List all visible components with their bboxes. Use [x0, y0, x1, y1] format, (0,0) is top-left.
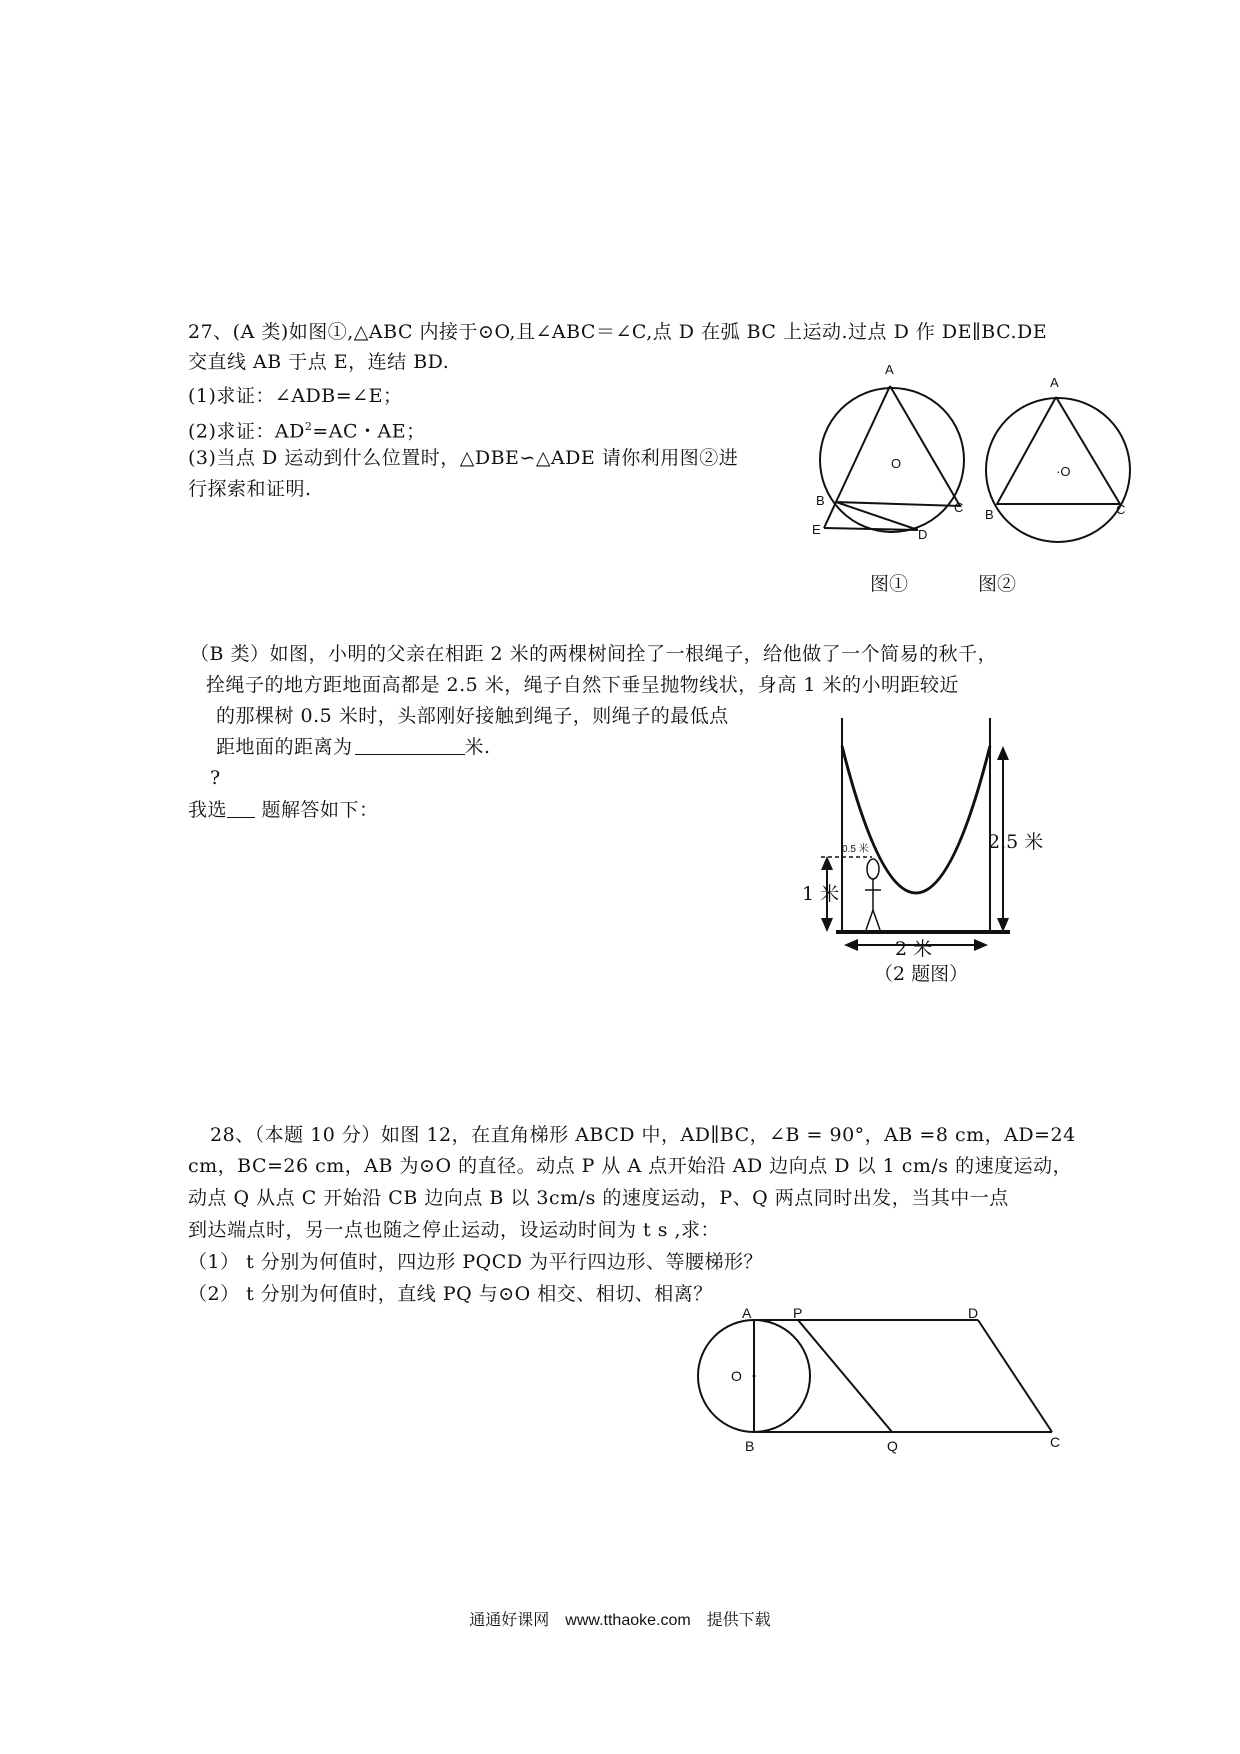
q28-part1: （1） t 分别为何值时，四边形 PQCD 为平行四边形、等腰梯形？ [188, 1251, 764, 1273]
trap-label-C: C [1050, 1434, 1061, 1450]
q27-line2: 交直线 AB 于点 E，连结 BD. [188, 351, 450, 373]
q28-line2: cm，BC=26 cm，AB 为⊙O 的直径。动点 P 从 A 点开始沿 AD 边向点 D 以 1 cm/s 的速度运动， [188, 1155, 1073, 1177]
fig2-caption: 图② [978, 573, 1017, 595]
fig1-label-E: E [812, 522, 821, 537]
label-width: 2 米 [895, 938, 933, 960]
qb-line2: 拴绳子的地方距地面高都是 2.5 米，绳子自然下垂呈抛物线状，身高 1 米的小明距较近 [206, 674, 959, 696]
label-child: 1 米 [802, 883, 840, 905]
page-footer: 通通好课网 www.tthaoke.com 提供下载 [469, 1612, 771, 1629]
fig1-label-O: O [891, 456, 902, 471]
trap-label-B: B [745, 1438, 755, 1454]
q28-part2: （2） t 分别为何值时，直线 PQ 与⊙O 相交、相切、相离？ [188, 1283, 713, 1305]
trap-label-P: P [793, 1305, 803, 1321]
fig1-label-C: C [954, 500, 964, 515]
fig2-label-B: B [985, 507, 994, 522]
swing-caption: （2 题图） [874, 963, 969, 985]
label-half: 0.5 米 [842, 844, 869, 855]
qb-line3: 的那棵树 0.5 米时，头部刚好接触到绳子，则绳子的最低点 [216, 705, 729, 727]
q28-line1: 28、（本题 10 分）如图 12，在直角梯形 ABCD 中，AD∥BC，∠B = 90°，AB =8 cm，AD=24 [210, 1124, 1076, 1146]
q27-part1: (1)求证：∠ADB=∠E； [188, 385, 403, 407]
q28-line3: 动点 Q 从点 C 开始沿 CB 边向点 B 以 3cm/s 的速度运动，P、Q 两点同时出发，当其中一点 [188, 1187, 1009, 1209]
label-height: 2.5 米 [988, 831, 1044, 853]
q27-part2-suffix: =AC・AE； [312, 420, 426, 443]
q28-line4: 到达端点时，另一点也随之停止运动，设运动时间为 t s ,求： [188, 1219, 721, 1241]
qb-choose-suffix: 题解答如下： [255, 799, 379, 821]
fig2-label-O: ·O [1056, 464, 1071, 479]
qb-line5: ? [210, 767, 221, 789]
q27-part3-line1: (3)当点 D 运动到什么位置时，△DBE∽△ADE 请你利用图②进 [188, 447, 739, 469]
trap-label-O: O [731, 1368, 742, 1384]
q27-part3-line2: 行探索和证明. [188, 478, 312, 500]
q27-line1: 27、(A 类)如图①,△ABC 内接于⊙O,且∠ABC＝∠C,点 D 在弧 BC 上运动.过点 D 作 DE∥BC.DE [188, 321, 1048, 343]
fig1-label-D: D [918, 527, 928, 542]
fig1-label-B: B [816, 493, 825, 508]
fig2-label-C: C [1116, 502, 1126, 517]
trap-label-D: D [968, 1305, 979, 1321]
fig1-caption: 图① [870, 573, 909, 595]
qb-line4-suffix: 米. [464, 736, 491, 758]
qb-line1: （B 类）如图，小明的父亲在相距 2 米的两棵树间拴了一根绳子，给他做了一个简易的秋千， [190, 643, 998, 665]
trap-label-A: A [742, 1305, 752, 1321]
q27-part2-prefix: (2)求证：AD [188, 420, 305, 443]
fig2-label-A: A [1050, 375, 1059, 390]
qb-line4-prefix: 距地面的距离为 [216, 736, 353, 758]
fig1-label-A: A [885, 362, 894, 377]
q27-part2-sup: 2 [304, 420, 313, 433]
trap-label-Q: Q [887, 1438, 898, 1454]
qb-choose-prefix: 我选 [188, 799, 228, 821]
